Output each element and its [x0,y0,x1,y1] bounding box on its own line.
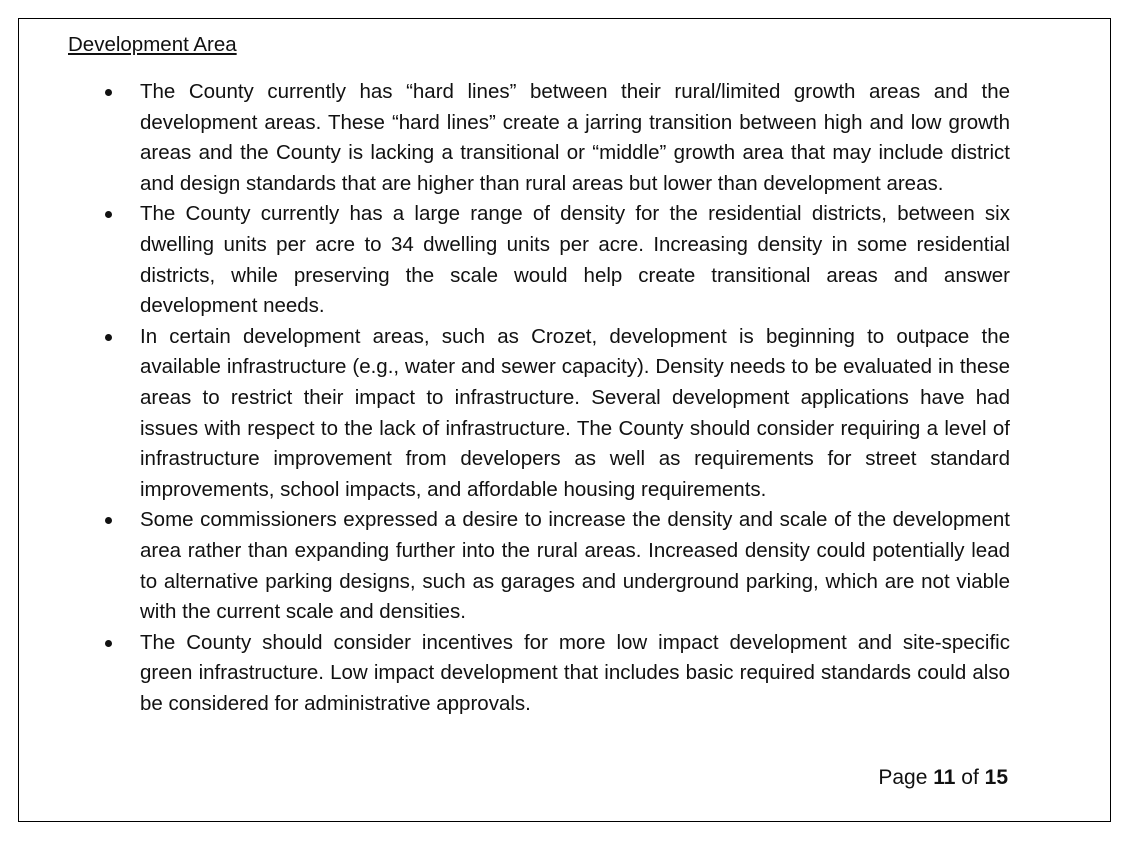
current-page-number: 11 [933,766,956,789]
page-number-footer [878,764,1008,792]
bullet-text: The County should consider incentives for more low impact development and site-specific green infrastructure. Low impact development that includes basic required standards could also be considered for administrative approvals. [140,630,1010,715]
bullet-item [140,199,1010,321]
total-pages-number: 15 [984,766,1008,789]
bullet-dot-icon [105,211,112,218]
bullet-text: Some commissioners expressed a desire to increase the density and scale of the development area rather than expanding further into the rural areas. Increased density could potentially lead to alternative parking designs, such as garages and underground parking, which are not viable with the current scale and densities. [140,508,1010,624]
bullet-dot-icon [105,89,112,96]
bullet-text: In certain development areas, such as Crozet, development is beginning to outpace the available infrastructure (e.g., water and sewer capacity). Density needs to be evaluated in these areas to restrict their impact to infrastructure. Several development applications have had issues with respect to the lack of infrastructure. The County should consider requiring a level of infrastructure improvement from developers as well as requirements for street standard improvements, school impacts, and affordable housing requirements. [140,324,1010,501]
bullet-dot-icon [105,517,112,524]
bullet-item [140,628,1010,720]
section-heading: Development Area [68,33,237,56]
bullet-list [140,77,1010,719]
document-page [18,18,1111,822]
bullet-text: The County currently has “hard lines” between their rural/limited growth areas and the development areas. These “hard lines” create a jarring transition between high and low growth areas and the County is lacking a transitional or “middle” growth area that may include district and design standards that are higher than rural areas but lower than development areas. [140,80,1010,195]
bullet-text: The County currently has a large range of density for the residential districts, between six dwelling units per acre to 34 dwelling units per acre. Increasing density in some residential districts, while preserving the scale would help create transitional areas and answer development needs. [140,202,1010,318]
page-label: Page [878,766,928,789]
bullet-dot-icon [105,334,112,341]
of-label: of [961,766,979,789]
bullet-dot-icon [105,640,112,647]
bullet-item [140,322,1010,506]
bullet-item [140,505,1010,627]
bullet-item [140,77,1010,199]
